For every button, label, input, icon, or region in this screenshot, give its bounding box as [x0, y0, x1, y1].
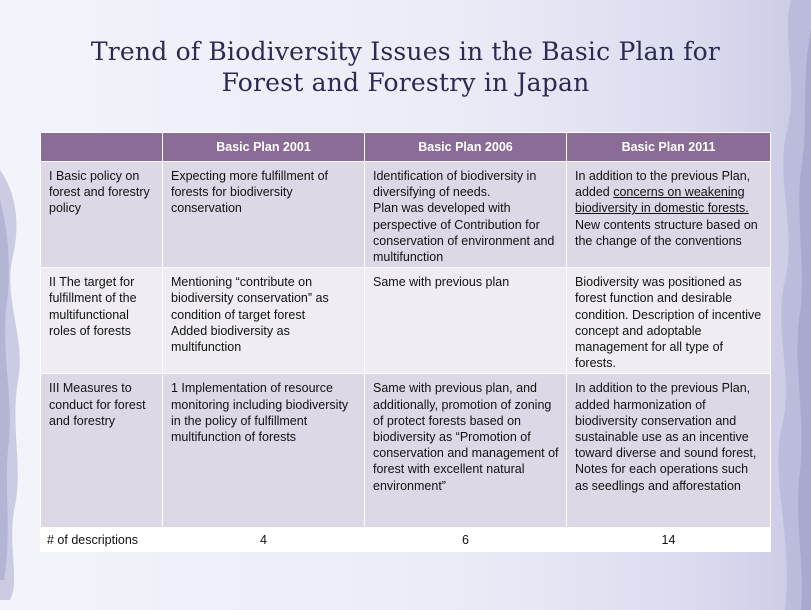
- cell-text: Notes for each operations such as seedlings and afforestation: [575, 462, 749, 493]
- cell-2001: 1 Implementation of resource monitoring including biodiversity in the policy of fulfillment multifunction of forests: [163, 374, 365, 528]
- row-label: # of descriptions: [41, 528, 163, 552]
- table-row-count: [41, 528, 771, 552]
- cell-2006: Same with previous plan: [365, 268, 567, 374]
- slide-title-line-2: Forest and Forestry in Japan: [221, 68, 590, 97]
- biodiversity-plan-table: [40, 132, 771, 552]
- table-row: [41, 162, 771, 268]
- cell-2001: Expecting more fulfillment of forests for biodiversity conservation: [163, 162, 365, 268]
- header-basic-plan-2006: Basic Plan 2006: [365, 133, 567, 162]
- brush-stroke-decoration: [0, 130, 40, 600]
- count-2011: 14: [567, 528, 771, 552]
- slide-title-line-1: Trend of Biodiversity Issues in the Basic Plan for: [90, 37, 721, 66]
- cell-2011: Biodiversity was positioned as forest function and desirable condition. Description of incentive concept and adoptable management for all type of forests.: [567, 268, 771, 374]
- table-row: [41, 268, 771, 374]
- cell-text: Plan was developed with perspective of Contribution for conservation of environment and multifunction: [373, 201, 555, 265]
- slide-title: [0, 36, 811, 98]
- table-row: [41, 374, 771, 528]
- header-corner: [41, 133, 163, 162]
- cell-text: New contents structure based on the change of the conventions: [575, 217, 758, 248]
- header-basic-plan-2001: Basic Plan 2001: [163, 133, 365, 162]
- cell-text: Identification of biodiversity in diversifying of needs.: [373, 169, 537, 200]
- cell-text: Added biodiversity as multifunction: [171, 323, 290, 355]
- count-2006: 6: [365, 528, 567, 552]
- cell-text: Mentioning “contribute on biodiversity conservation” as condition of target forest: [171, 275, 329, 322]
- cell-2001: [163, 268, 365, 374]
- cell-2006: Same with previous plan, and additionally, promotion of zoning of protect forests based on biodiversity as “Promotion of conservation and management of forest with excellent natural environment”: [365, 374, 567, 528]
- row-label: III Measures to conduct for forest and forestry: [41, 374, 163, 528]
- count-2001: 4: [163, 528, 365, 552]
- cell-text: In addition to the previous Plan, added: [575, 169, 751, 200]
- cell-2011: [567, 374, 771, 528]
- header-basic-plan-2011: Basic Plan 2011: [567, 133, 771, 162]
- table-header-row: [41, 133, 771, 162]
- cell-2006: [365, 162, 567, 268]
- cell-text: In addition to the previous Plan, added harmonization of biodiversity conservation and sustainable use as an incentive toward diverse and sound forest,: [575, 381, 757, 461]
- underlined-text: concerns on weakening biodiversity in domestic forests.: [575, 185, 749, 216]
- cell-2011: [567, 162, 771, 268]
- row-label: I Basic policy on forest and forestry policy: [41, 162, 163, 268]
- row-label: II The target for fulfillment of the multifunctional roles of forests: [41, 268, 163, 374]
